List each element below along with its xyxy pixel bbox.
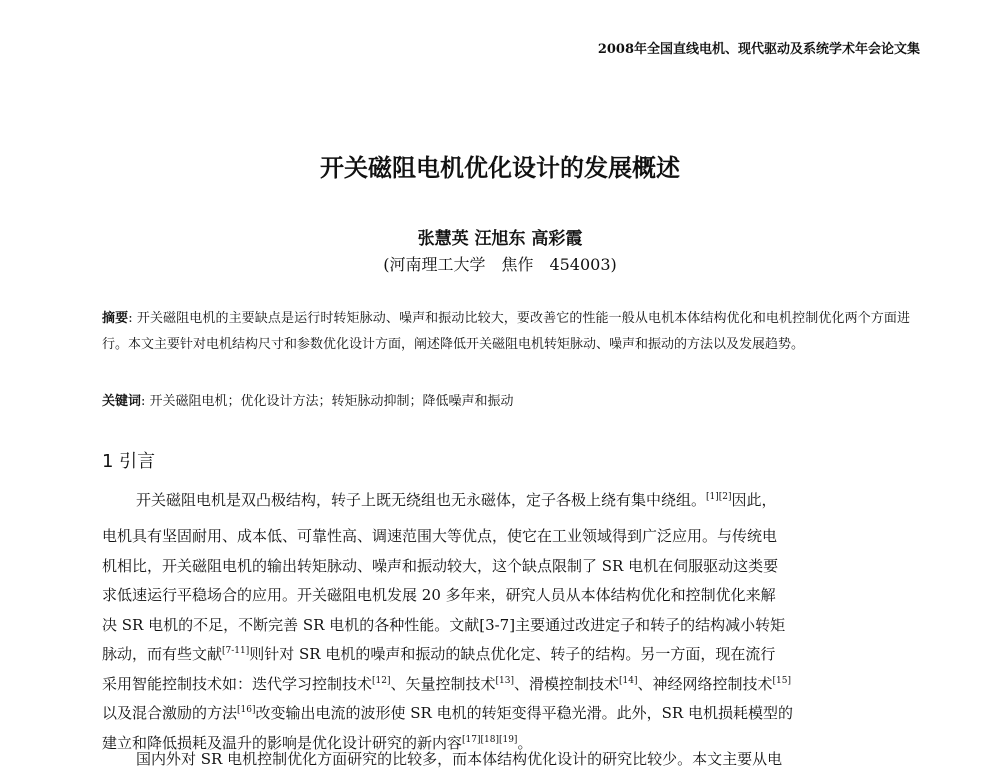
citation-14: [14] [619,675,638,686]
body-line-7-b: 改变输出电流的波形使 SR 电机的转矩变得平稳光滑。此外，SR 电机损耗模型的 [255,704,793,722]
citation-12: [12] [372,675,391,686]
body-line-9-cutoff: 国内外对 SR 电机控制优化方面研究的比较多，而本体结构优化设计的研究比较少。本文主要从电 [136,750,783,768]
citation-1-2: [1][2] [706,492,732,502]
body-line-6 [102,670,910,700]
intro-first-text: 开关磁阻电机是双凸极结构，转子上既无绕组也无永磁体，定子各极上绕有集中绕组。 [136,491,707,509]
body-line-6-a: 采用智能控制技术如：迭代学习控制技术 [102,674,373,693]
body-line-8-b: 。 [517,733,533,752]
intro-paragraph [102,522,910,758]
body-line-3: 求低速运行平稳场合的应用。开关磁阻电机发展 20 多年来，研究人员从本体结构优化和控制优化来解 [102,586,776,604]
body-line-7 [102,699,910,729]
body-line-5-a: 脉动，而有些文献 [102,645,223,663]
keywords-label: 关键词 [102,394,142,409]
citation-15: [15] [772,675,791,686]
body-line-6-b: 、矢量控制技术 [390,674,496,693]
body-line-8-a: 建立和降低损耗及温升的影响是优化设计研究的新内容 [102,733,463,752]
body-line-4: 决 SR 电机的不足，不断完善 SR 电机的各种性能。文献[3-7]主要通过改进定子和转子的结构减小转矩 [102,615,786,634]
keywords-text: : 开关磁阻电机；优化设计方法；转矩脉动抑制；降低噪声和振动 [141,394,514,409]
section-heading: 1 引言 [102,451,156,472]
citation-7-11: [7-11] [222,646,250,656]
body-line-6-d: 、神经网络控制技术 [637,674,773,693]
citation-13: [13] [495,675,514,686]
body-line-5-b: 则针对 SR 电机的噪声和振动的缺点优化定、转子的结构。另一方面，现在流行 [249,645,776,663]
body-line-1: 电机具有坚固耐用、成本低、可靠性高、调速范围大等优点，使它在工业领域得到广泛应用。与传统电 [102,527,778,545]
abstract-text: : 开关磁阻电机的主要缺点是运行时转矩脉动、噪声和振动比较大，要改善它的性能一般从电机本体结构优化和电机控制优化两个方面进行。本文主要针对电机结构尺寸和参数优化设计方面，阐述降低开关磁阻电机转矩脉动、噪声和振动的方法以及发展趋势。 [102,311,910,352]
abstract-label: 摘要 [102,311,129,326]
intro-first-tail: 因此， [731,491,777,509]
keywords [102,392,910,412]
citation-17-19: [17][18][19] [462,734,518,745]
body-line-2: 机相比，开关磁阻电机的输出转矩脉动、噪声和振动较大，这个缺点限制了 SR 电机在伺服驱动这类要 [102,556,779,575]
citation-16: [16] [237,705,256,715]
body-line-7-a: 以及混合激励的方法 [102,704,238,722]
running-header: 2008年全国直线电机、现代驱动及系统学术年会论文集 [597,42,920,57]
paper-title: 开关磁阻电机优化设计的发展概述 [320,154,680,182]
body-line-6-c: 、滑模控制技术 [514,674,620,693]
intro-first-line [102,486,910,515]
body-line-5 [102,640,910,670]
abstract [102,306,910,358]
author-list: 张慧英 汪旭东 高彩霞 [417,229,583,249]
affiliation: (河南理工大学 焦作 454003) [383,255,617,274]
